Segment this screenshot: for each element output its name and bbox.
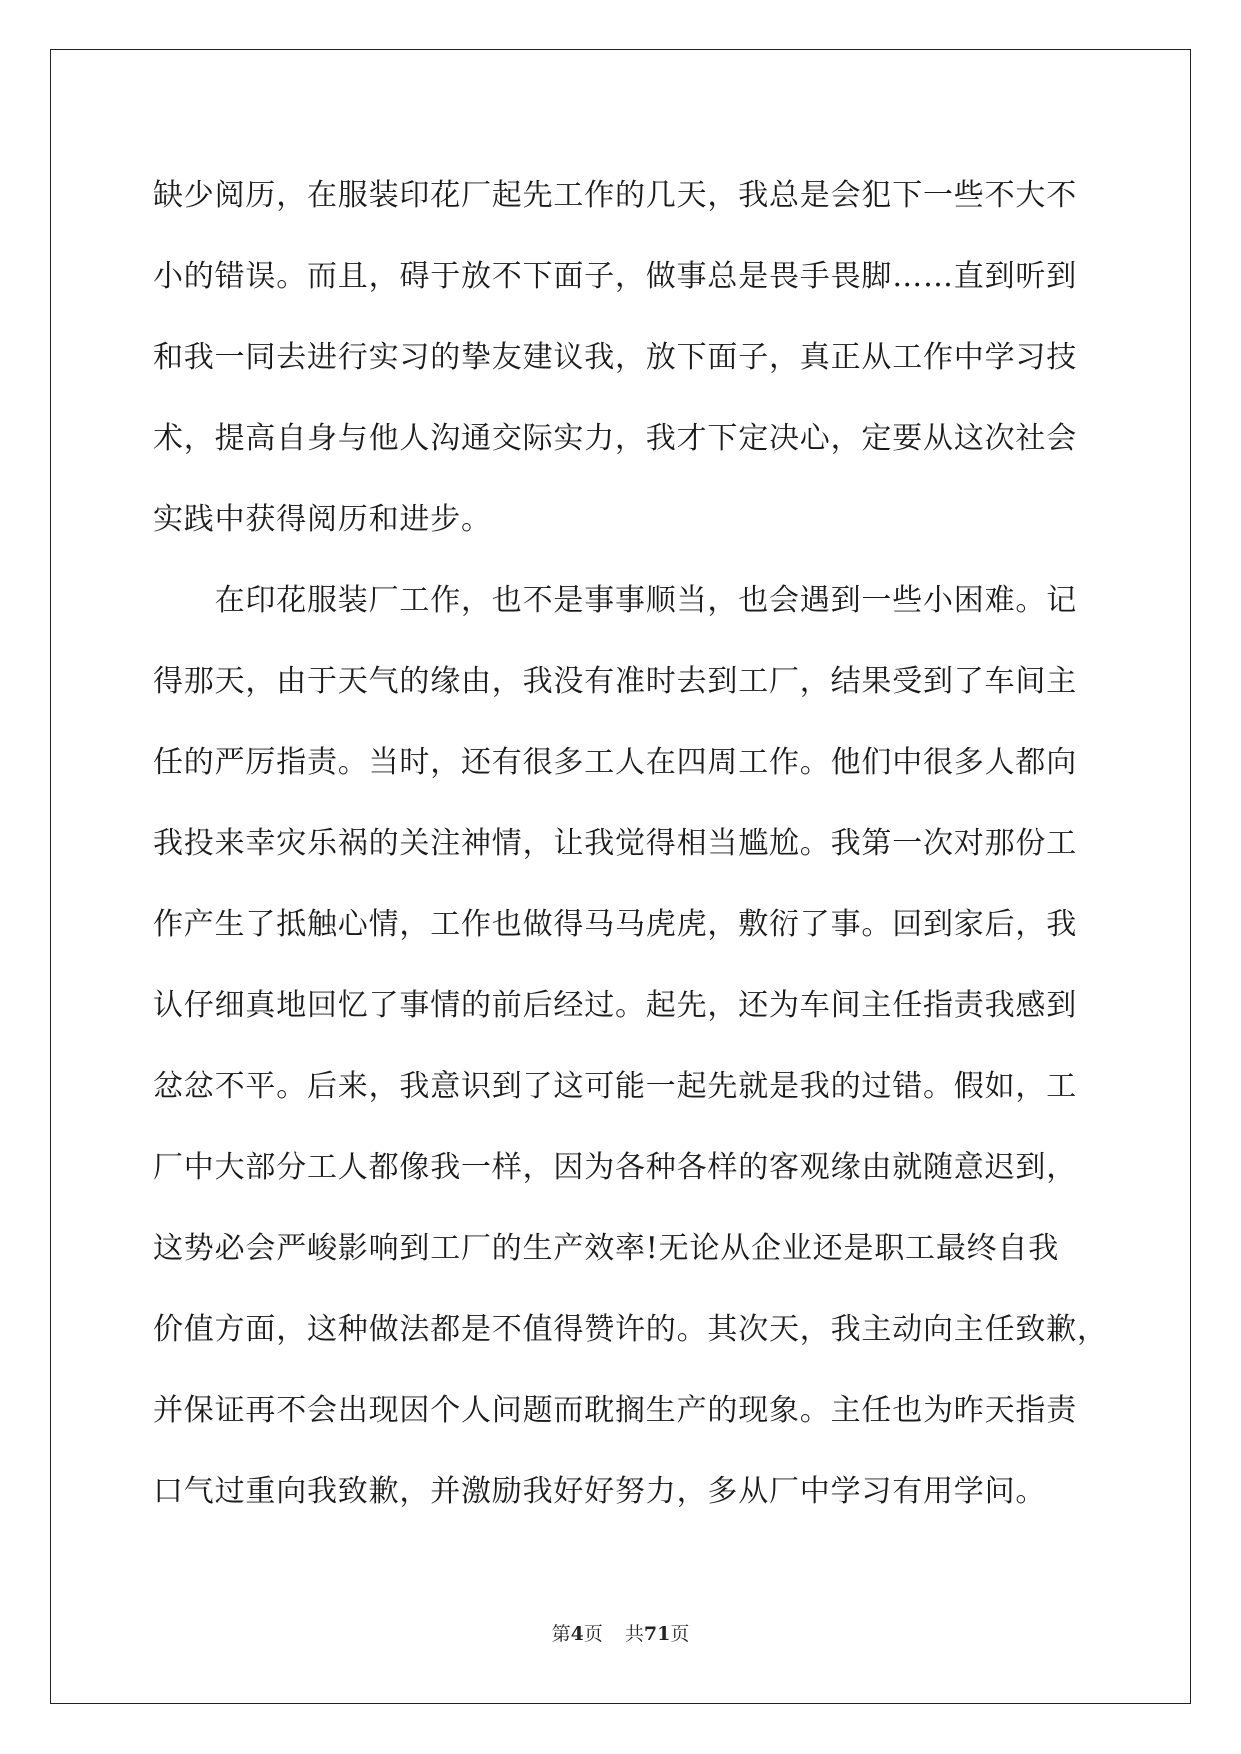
document-body <box>153 155 1108 1532</box>
text-line: 得那天，由于天气的缘由，我没有准时去到工厂，结果受到了车间主 <box>153 664 1077 699</box>
total-prefix: 共 <box>624 1623 644 1645</box>
text-line: 忿忿不平。后来，我意识到了这可能一起先就是我的过错。假如，工 <box>153 1069 1077 1104</box>
text-line: 在印花服装厂工作，也不是事事顺当，也会遇到一些小困难。记 <box>153 583 1077 618</box>
text-line: 术，提高自身与他人沟通交际实力，我才下定决心，定要从这次社会 <box>153 421 1077 456</box>
page-number: 4 <box>570 1623 584 1645</box>
text-line: 厂中大部分工人都像我一样，因为各种各样的客观缘由就随意迟到， <box>153 1150 1077 1185</box>
text-line: 小的错误。而且，碍于放不下面子，做事总是畏手畏脚……直到听到 <box>153 259 1077 294</box>
text-line: 作产生了抵触心情，工作也做得马马虎虎，敷衍了事。回到家后，我 <box>153 907 1077 942</box>
text-line: 实践中获得阅历和进步。 <box>153 502 492 537</box>
text-line: 口气过重向我致歉，并激励我好好努力，多从厂中学习有用学问。 <box>153 1474 1047 1509</box>
text-line: 缺少阅历，在服装印花厂起先工作的几天，我总是会犯下一些不大不 <box>153 178 1077 213</box>
page-footer <box>0 1622 1241 1646</box>
text-line: 我投来幸灾乐祸的关注神情，让我觉得相当尴尬。我第一次对那份工 <box>153 826 1077 861</box>
text-line: 任的严厉指责。当时，还有很多工人在四周工作。他们中很多人都向 <box>153 745 1077 780</box>
text-line: 并保证再不会出现因个人问题而耽搁生产的现象。主任也为昨天指责 <box>153 1393 1077 1428</box>
text-line: 价值方面，这种做法都是不值得赞许的。其次天，我主动向主任致歉， <box>153 1312 1108 1347</box>
total-suffix: 页 <box>670 1623 690 1645</box>
text-line: 这势必会严峻影响到工厂的生产效率!无论从企业还是职工最终自我 <box>153 1231 1060 1266</box>
total-pages: 71 <box>643 1623 671 1645</box>
page-prefix: 第 <box>551 1623 571 1645</box>
page-suffix: 页 <box>583 1623 603 1645</box>
text-line: 认仔细真地回忆了事情的前后经过。起先，还为车间主任指责我感到 <box>153 988 1077 1023</box>
text-line: 和我一同去进行实习的挚友建议我，放下面子，真正从工作中学习技 <box>153 340 1077 375</box>
